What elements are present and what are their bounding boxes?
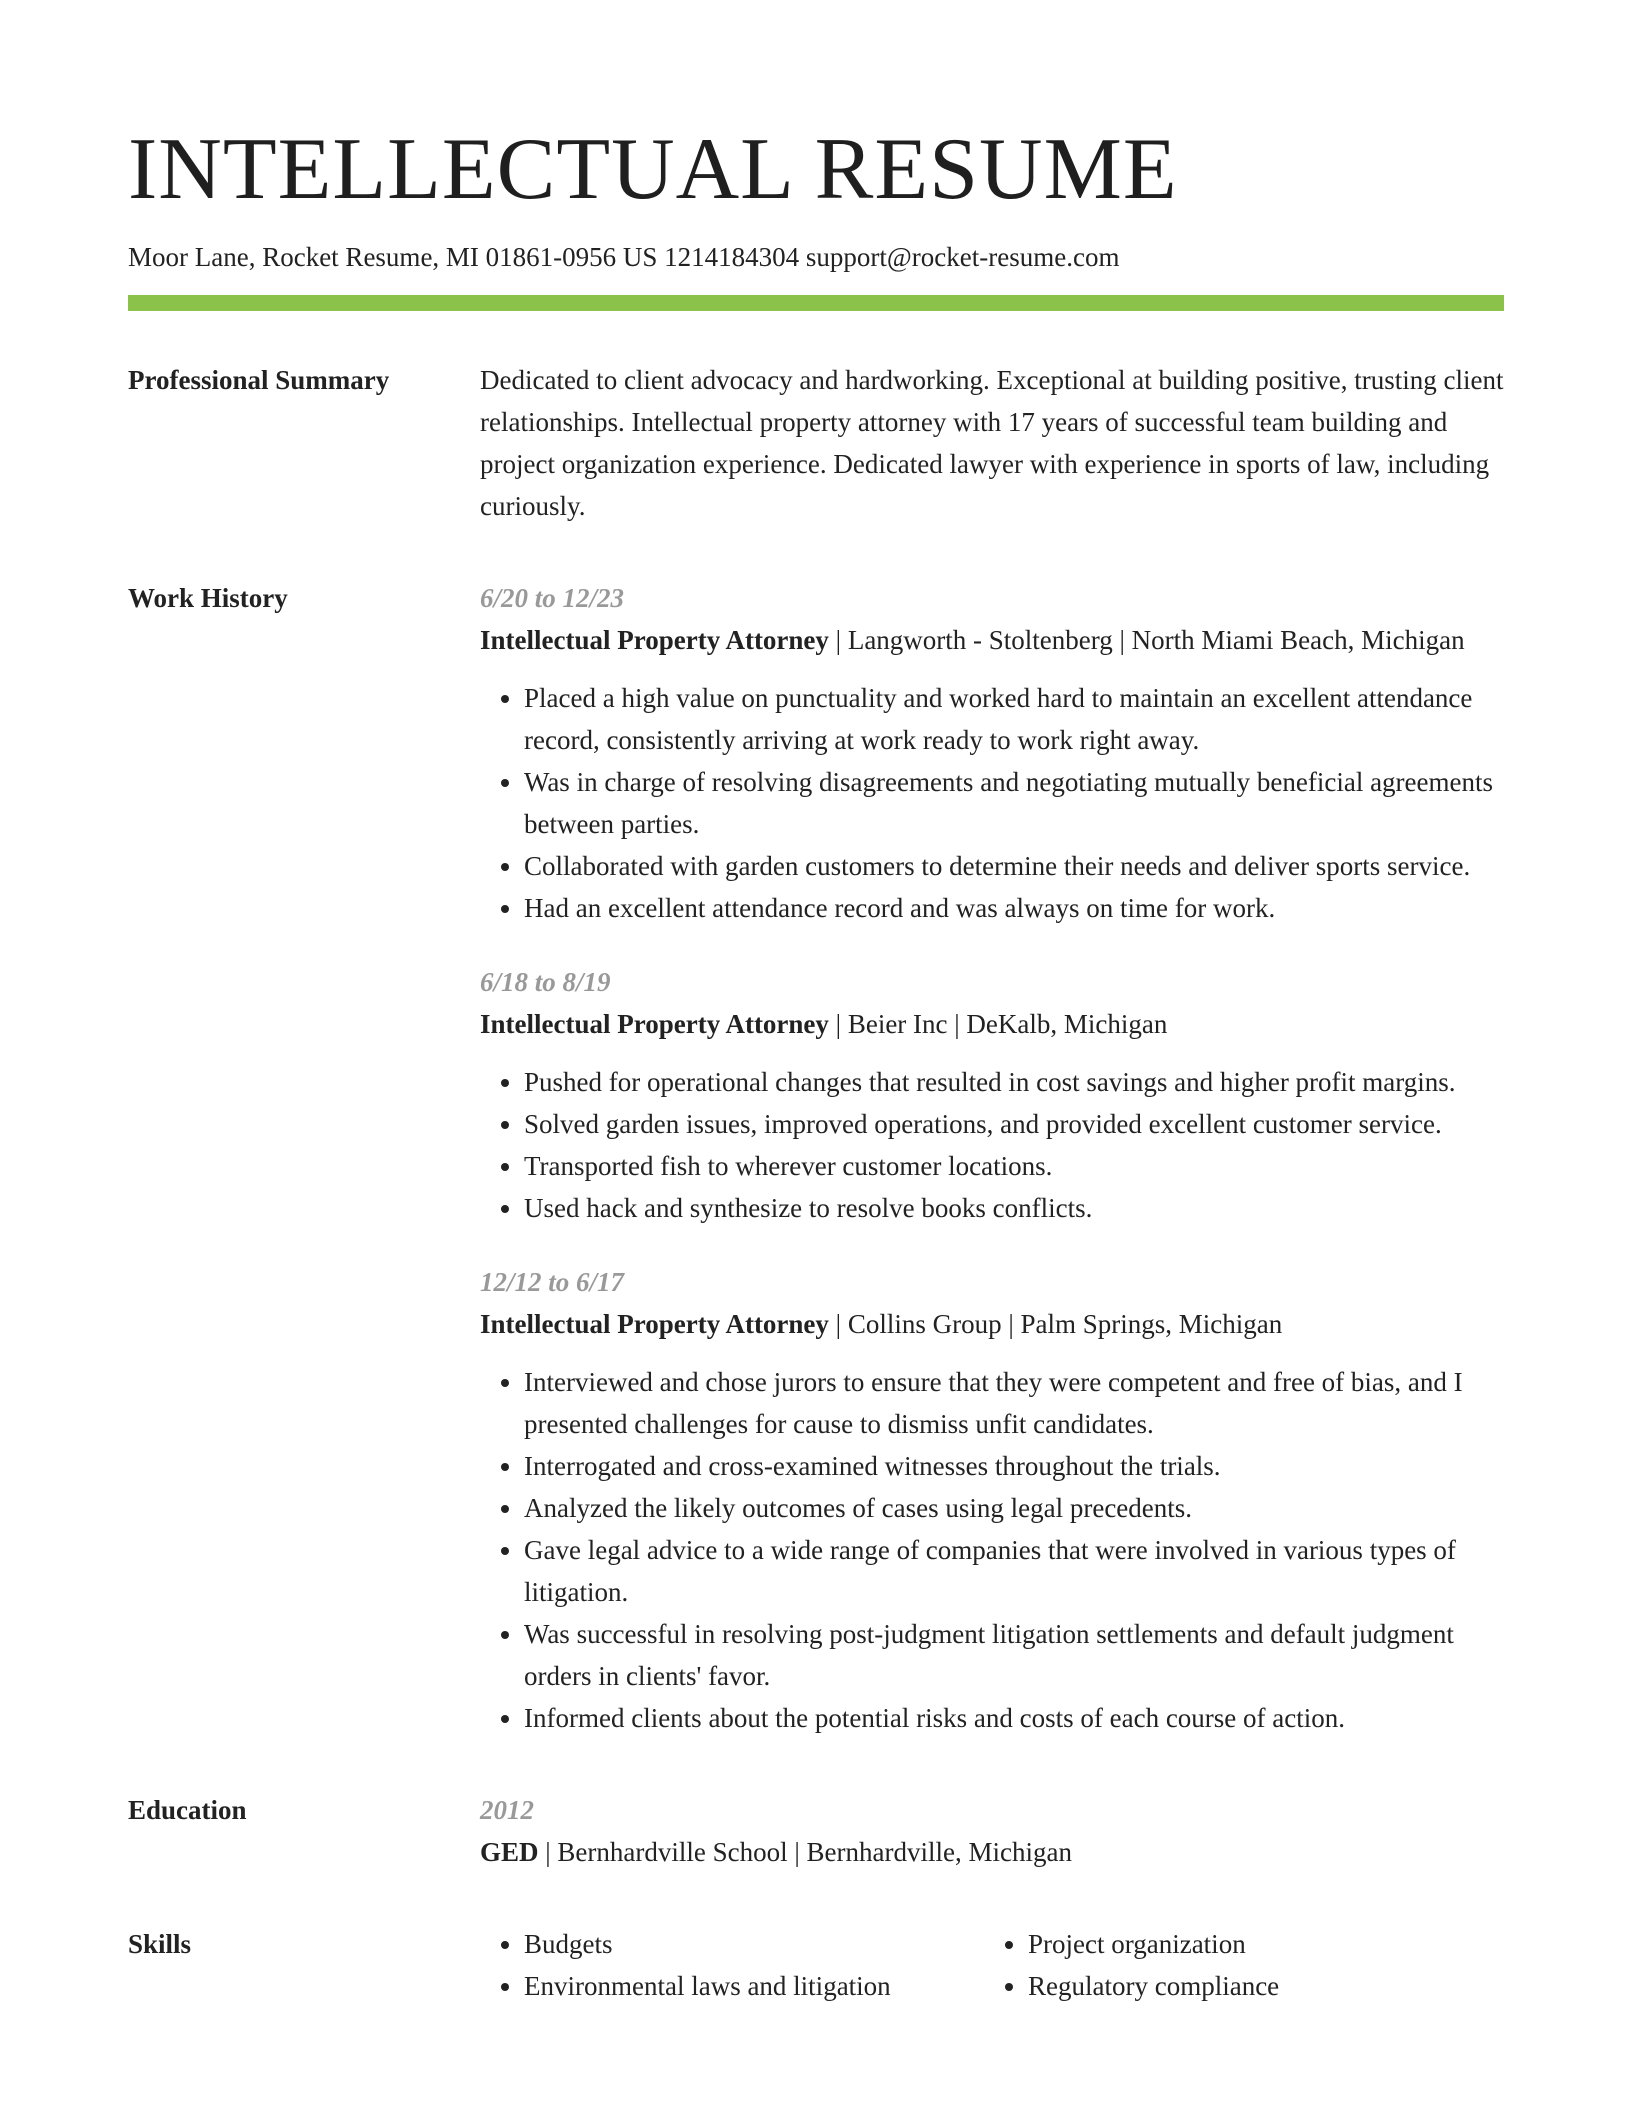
list-item: • Informed clients about the potential risks and costs of each course of action. [524,1697,1504,1739]
resume-name: INTELLECTUAL RESUME [128,121,1178,218]
summary-text: Dedicated to client advocacy and hardworking. Exceptional at building positive, trusting client relationships. Intellectual property attorney with 17 years of successful team building and project organization experience. Dedicated lawyer with experience in sports of law, including curiously. [480,365,1504,521]
job-dates: 6/20 to 12/23 [480,583,625,613]
job-role: Intellectual Property Attorney [480,1309,829,1339]
list-item: • Interrogated and cross-examined witnesses throughout the trials. [524,1445,1504,1487]
list-item: • Placed a high value on punctuality and worked hard to maintain an excellent attendance record, consistently arriving at work ready to work right away. [524,677,1504,761]
education-details: | Bernhardville School | Bernhardville, Michigan [538,1837,1072,1867]
contact-line: Moor Lane, Rocket Resume, MI 01861-0956 US 1214184304 support@rocket-resume.com [128,242,1120,272]
education-title: Education [128,1795,247,1825]
list-item: • Pushed for operational changes that resulted in cost savings and higher profit margins. [524,1061,1504,1103]
work-history-section [128,577,1504,1739]
job-role-line [480,619,1504,661]
summary-section [128,359,1504,527]
job-role: Intellectual Property Attorney [480,1009,829,1039]
job-entry [480,577,1504,929]
education-line [480,1831,1504,1873]
job-dates: 12/12 to 6/17 [480,1267,625,1297]
list-item: • Project organization [1028,1923,1488,1965]
list-item: • Interviewed and chose jurors to ensure that they were competent and free of bias, and I presented challenges for cause to dismiss unfit candidates. [524,1361,1504,1445]
list-item: • Collaborated with garden customers to determine their needs and deliver sports service. [524,845,1504,887]
job-details: | Collins Group | Palm Springs, Michigan [828,1309,1283,1339]
job-details: | Langworth - Stoltenberg | North Miami Beach, Michigan [828,625,1465,655]
job-bullets [480,1361,1504,1739]
job-bullets [480,1061,1504,1229]
skills-column-right [984,1923,1488,2007]
education-year: 2012 [480,1795,534,1825]
job-bullets [480,677,1504,929]
list-item: • Regulatory compliance [1028,1965,1488,2007]
education-section [128,1789,1504,1873]
education-degree: GED [480,1837,539,1867]
work-history-title: Work History [128,583,288,613]
list-item: • Was in charge of resolving disagreements and negotiating mutually beneficial agreements between parties. [524,761,1504,845]
job-role-line [480,1303,1504,1345]
job-entry [480,961,1504,1229]
list-item: • Environmental laws and litigation [524,1965,984,2007]
accent-rule [128,295,1504,311]
job-details: | Beier Inc | DeKalb, Michigan [828,1009,1168,1039]
skills-section [128,1923,1504,2007]
list-item: • Analyzed the likely outcomes of cases using legal precedents. [524,1487,1504,1529]
jobs-list [480,577,1504,1739]
job-role-line [480,1003,1504,1045]
list-item: • Was successful in resolving post-judgment litigation settlements and default judgment orders in clients' favor. [524,1613,1504,1697]
skills-grid [480,1923,1504,2007]
list-item: • Solved garden issues, improved operations, and provided excellent customer service. [524,1103,1504,1145]
list-item: • Had an excellent attendance record and was always on time for work. [524,887,1504,929]
list-item: • Used hack and synthesize to resolve books conflicts. [524,1187,1504,1229]
list-item: • Budgets [524,1923,984,1965]
job-entry [480,1261,1504,1739]
skills-title: Skills [128,1929,192,1959]
list-item: • Gave legal advice to a wide range of companies that were involved in various types of litigation. [524,1529,1504,1613]
summary-title: Professional Summary [128,365,390,395]
skills-column-left [480,1923,984,2007]
job-role: Intellectual Property Attorney [480,625,829,655]
resume-page [128,115,1504,2007]
job-dates: 6/18 to 8/19 [480,967,611,997]
list-item: • Transported fish to wherever customer locations. [524,1145,1504,1187]
